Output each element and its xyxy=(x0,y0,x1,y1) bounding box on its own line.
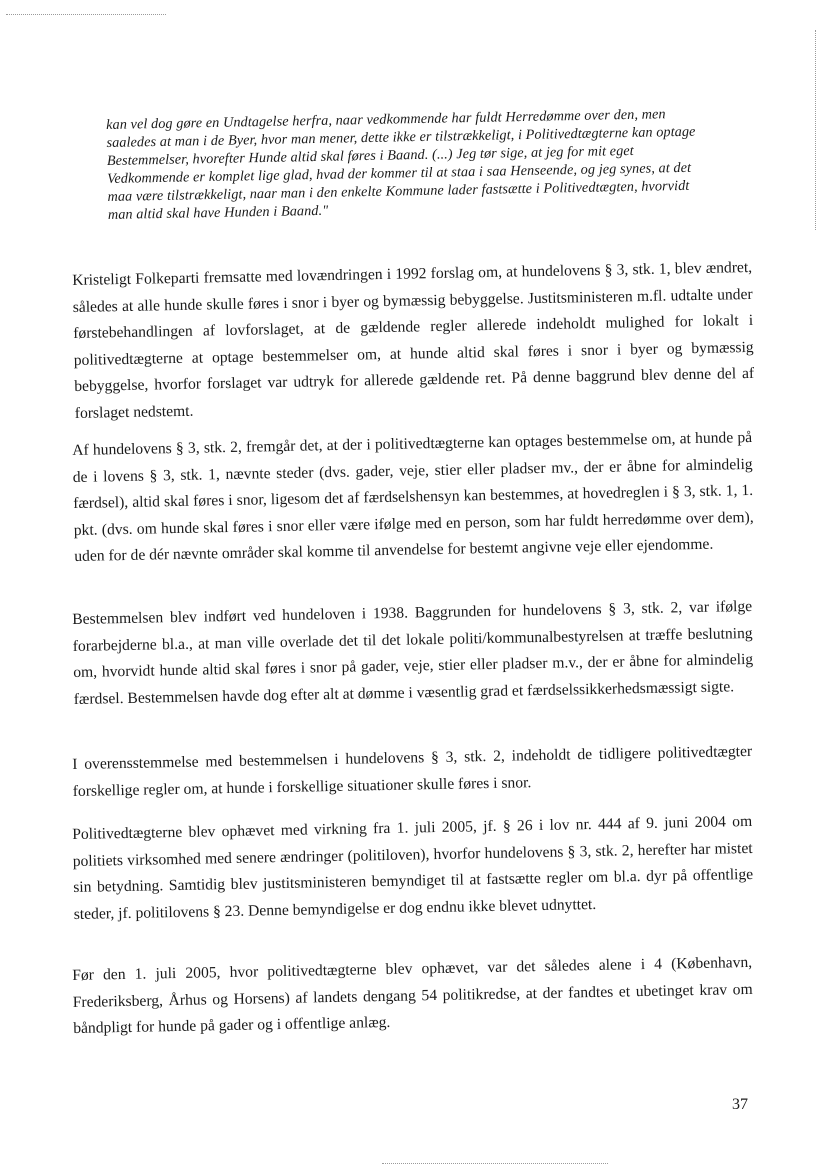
scan-artifact-top xyxy=(6,14,166,15)
paragraph-kristeligt-folkeparti: Kristeligt Folkeparti fremsatte med lovændringen i 1992 forslag om, at hundelovens § 3, stk. 1, blev ændret, således at alle hunde skulle føres i snor i byer og bymæssig bebyggelse. Justitsministeren m.fl. udtalte under førstebehandlingen af lovforslaget, at de gældende regler allerede indeholdt mulighed for lokalt i politivedtægterne at optage bestemmelser om, at hunde altid skal føres i snor i byer og bymæssig bebyggelse, hvorfor forslaget var udtryk for allerede gældende ret. På denne baggrund blev denne del af forslaget nedstemt. xyxy=(72,258,755,422)
paragraph-hundeloven-1938: Bestemmelsen blev indført ved hundeloven i 1938. Baggrunden for hundelovens § 3, stk. 2, var ifølge forarbejderne bl.a., at man ville overlade det til det lokale politi/kommunalbestyrelsen at træffe beslutning om, hvorvidt hunde altid skal føres i snor på gader, veje, stier eller pladser m.v., der er åbne for almindelig færdsel. Bestemmelsen havde dog efter alt at dømme i væsentlig grad et færdselssikkerhedsmæssigt sigte. xyxy=(72,597,754,708)
quoted-passage: kan vel dog gøre en Undtagelse herfra, naar vedkommende har fuldt Herredømme over den, men saaledes at man i de Byer, hvor man mener, dette ikke er tilstrækkeligt, i Politivedtægterne kan optage Bestemmelser, hvorefter Hunde altid skal føres i Baand. (...) Jeg tør sige, at jeg for mit eget Vedkommende er komplet lige glad, hvad der kommer til at staa i saa Henseende, og jeg synes, at det maa være tilstrækkeligt, naar man i den enkelte Kommune lader fastsætte i Politivedtægten, hvorvidt man altid skal have Hunden i Baand." xyxy=(106,106,696,224)
paragraph-baandpligt: Før den 1. juli 2005, hvor politivedtægterne blev ophævet, var det således alene i 4 (København, Frederiksberg, Århus og Horsens) af landets dengang 54 politikredse, at der fandtes et ubetinget krav om båndpligt for hunde på gader og i offentlige anlæg. xyxy=(72,953,753,1038)
paragraph-politivedtaegter-regler: I overensstemmelse med bestemmelsen i hundelovens § 3, stk. 2, indeholdt de tidligere politivedtægter forskellige regler om, at hunde i forskellige situationer skulle føres i snor. xyxy=(72,742,753,800)
page-number: 37 xyxy=(732,1096,748,1113)
paragraph-hundelovens-stk-2: Af hundelovens § 3, stk. 2, fremgår det, at der i politivedtægterne kan optages bestemmelse om, at hunde på de i lovens § 3, stk. 1, nævnte steder (dvs. gader, veje, stier eller pladser mv., der er åbne for almindelig færdsel), altid skal føres i snor, ligesom det af færdselshensyn kan bestemmes, at hovedreglen i § 3, stk. 1, 1. pkt. (dvs. om hunde skal føres i snor eller være ifølge med en person, som har fuldt herredømme over dem), uden for de dér nævnte områder skal komme til anvendelse for bestemt angivne veje eller ejendomme. xyxy=(72,428,754,566)
paragraph-politivedtaegter-ophaevet: Politivedtægterne blev ophævet med virkning fra 1. juli 2005, jf. § 26 i lov nr. 444 af 9. juni 2004 om politiets virksomhed med senere ændringer (politiloven), hvorfor hundelovens § 3, stk. 2, herefter har mistet sin betydning. Samtidig blev justitsministeren bemyndiget til at fastsætte regler om bl.a. dyr på offentlige steder, jf. politilovens § 23. Denne bemyndigelse er dog endnu ikke blevet udnyttet. xyxy=(72,812,754,923)
scan-artifact-right xyxy=(815,30,816,230)
scan-artifact-bottom xyxy=(382,1163,608,1164)
